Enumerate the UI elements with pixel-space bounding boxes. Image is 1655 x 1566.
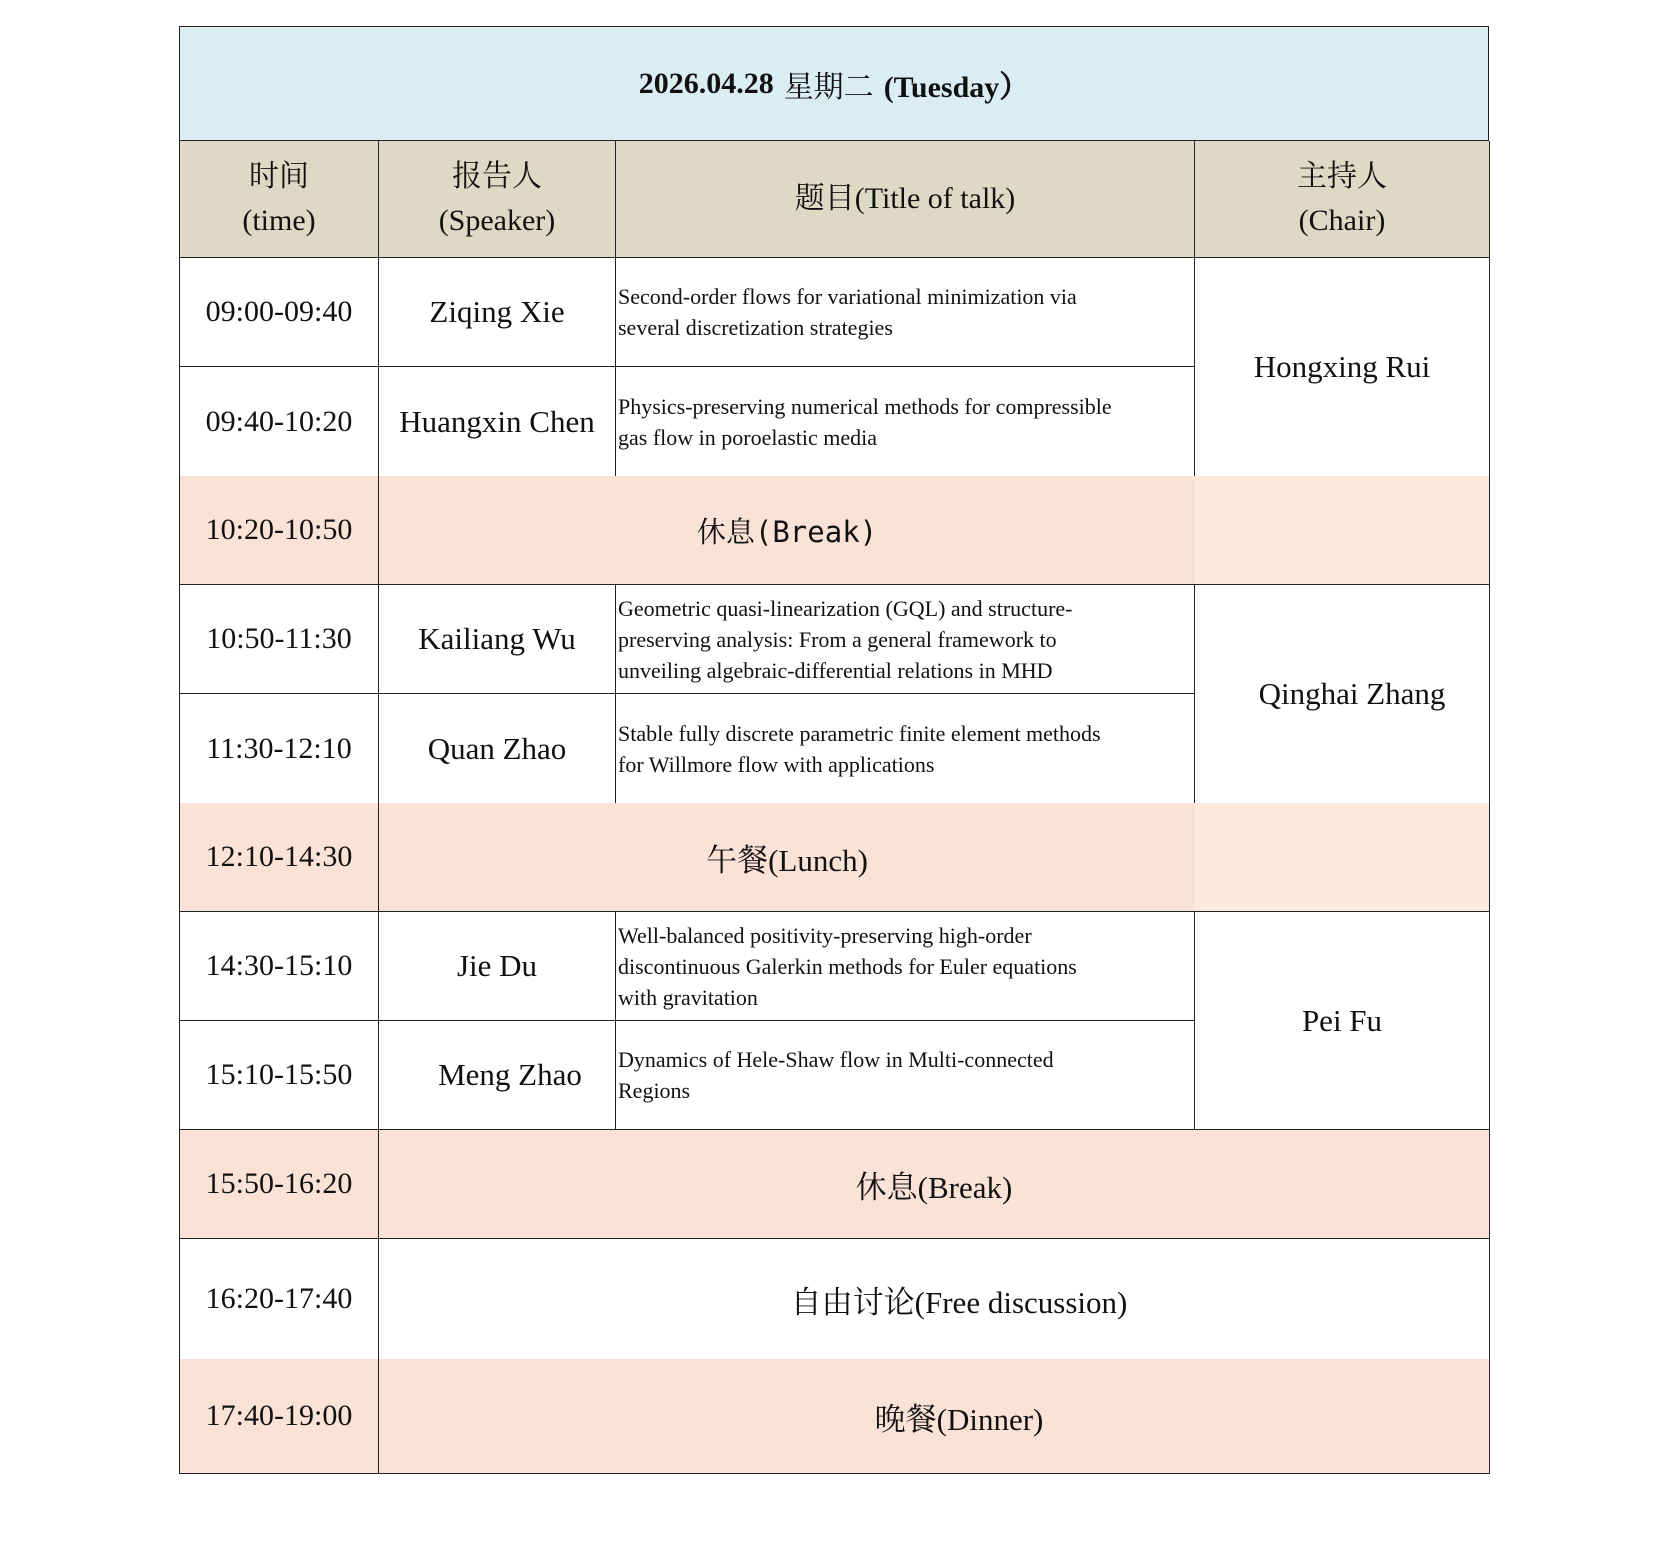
weekday-en: (Tuesday） <box>883 70 1030 104</box>
dinner-label: 晚餐(Dinner) <box>379 1359 1490 1474</box>
break-label: 午餐(Lunch) <box>379 803 1195 912</box>
talk-time: 09:00-09:40 <box>180 258 379 367</box>
break-chair-empty <box>1195 803 1490 912</box>
header-speaker-cn: 报告人 <box>452 160 542 193</box>
talk-title-line: Dynamics of Hele-Shaw flow in Multi-connected <box>618 1047 1054 1072</box>
header-time <box>180 141 379 258</box>
talk-time: 09:40-10:20 <box>180 367 379 476</box>
header-time-cn: 时间 <box>249 160 309 193</box>
talk-title-line: Stable fully discrete parametric finite element methods <box>618 720 1101 746</box>
header-speaker-en: (Speaker) <box>438 204 556 237</box>
header-chair-cn: 主持人 <box>1297 160 1387 193</box>
talk-title <box>616 694 1195 803</box>
talk-title <box>616 912 1195 1021</box>
header-chair-en: (Chair) <box>1298 204 1386 237</box>
session-chair: Pei Fu <box>1195 912 1490 1130</box>
talk-title-line: several discretization strategies <box>618 315 893 340</box>
header-chair <box>1195 141 1490 258</box>
header-speaker <box>379 141 616 258</box>
discussion-time: 16:20-17:40 <box>180 1239 379 1359</box>
discussion-label: 自由讨论(Free discussion) <box>379 1239 1490 1359</box>
break-time: 10:20-10:50 <box>180 476 379 585</box>
break-label: 休息(Break) <box>379 1130 1490 1239</box>
session-chair: Hongxing Rui <box>1195 258 1490 476</box>
talk-title-line: Geometric quasi-linearization (GQL) and structure- <box>618 595 1073 621</box>
session-chair: Qinghai Zhang <box>1195 585 1490 803</box>
talk-title-line: preserving analysis: From a general framework to <box>618 626 1057 652</box>
talk-title <box>616 258 1195 367</box>
talk-title-line: Physics-preserving numerical methods for compressible <box>618 393 1112 419</box>
weekday-cn: 星期二 <box>783 70 874 104</box>
schedule-grid <box>179 141 1489 1474</box>
talk-title <box>616 1021 1195 1130</box>
talk-speaker: Kailiang Wu <box>379 585 616 694</box>
talk-title <box>616 585 1195 694</box>
talk-title-line: Well-balanced positivity-preserving high-order <box>618 922 1032 948</box>
header-title <box>616 141 1195 258</box>
header-title-label: 题目(Title of talk) <box>794 182 1016 215</box>
header-time-en: (time) <box>242 204 316 237</box>
talk-title-line: with gravitation <box>618 984 758 1010</box>
talk-title-line: discontinuous Galerkin methods for Euler equations <box>618 953 1077 979</box>
talk-speaker: Huangxin Chen <box>379 367 616 476</box>
day-title <box>179 26 1489 141</box>
talk-speaker: Ziqing Xie <box>379 258 616 367</box>
break-label: 休息(Break) <box>379 476 1195 585</box>
talk-time: 15:10-15:50 <box>180 1021 379 1130</box>
talk-title-line: Second-order flows for variational minimization via <box>618 284 1077 309</box>
talk-title-line: for Willmore flow with applications <box>618 751 935 777</box>
dinner-time: 17:40-19:00 <box>180 1359 379 1474</box>
talk-time: 10:50-11:30 <box>180 585 379 694</box>
talk-title-line: unveiling algebraic-differential relations in MHD <box>618 657 1053 683</box>
talk-title <box>616 367 1195 476</box>
schedule-table <box>179 26 1489 1474</box>
talk-speaker: Meng Zhao <box>379 1021 616 1130</box>
talk-title-line: Regions <box>618 1078 691 1103</box>
break-chair-empty <box>1195 476 1490 585</box>
talk-speaker: Jie Du <box>379 912 616 1021</box>
talk-title-line: gas flow in poroelastic media <box>618 424 878 450</box>
break-time: 15:50-16:20 <box>180 1130 379 1239</box>
date: 2026.04.28 <box>638 66 774 100</box>
talk-time: 14:30-15:10 <box>180 912 379 1021</box>
break-time: 12:10-14:30 <box>180 803 379 912</box>
talk-speaker: Quan Zhao <box>379 694 616 803</box>
talk-time: 11:30-12:10 <box>180 694 379 803</box>
